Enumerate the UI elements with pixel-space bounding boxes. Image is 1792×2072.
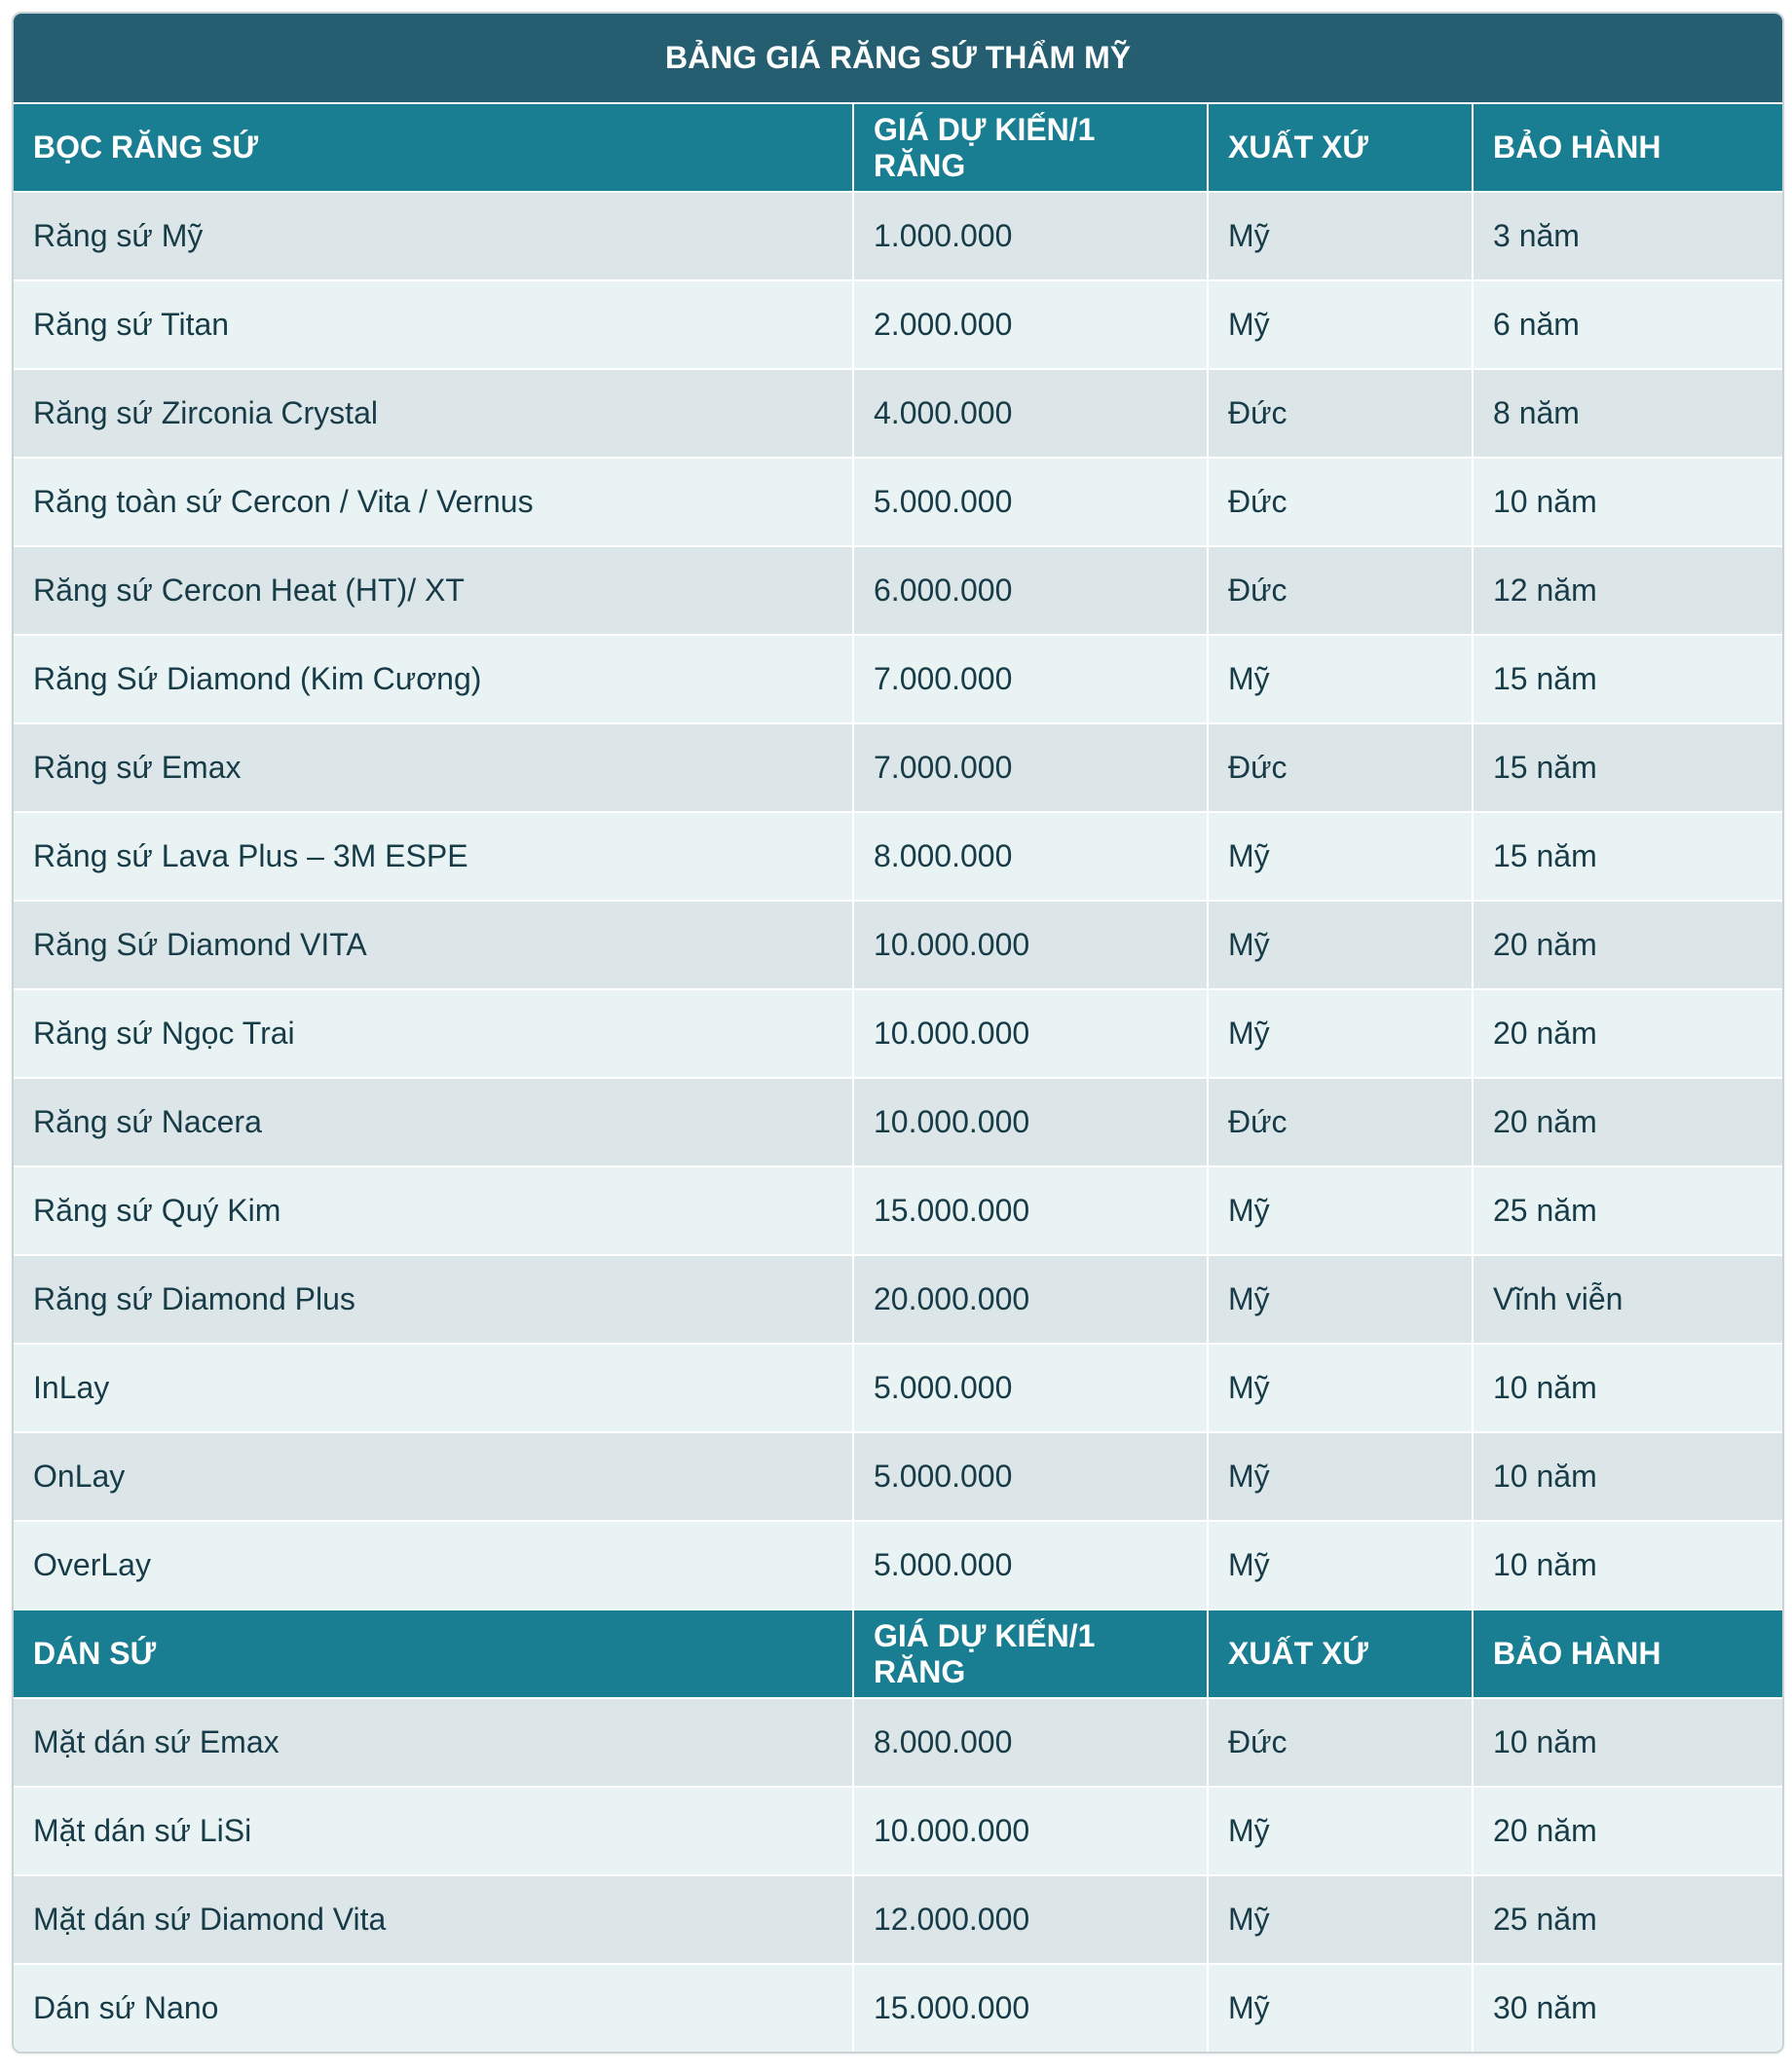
warranty-cell: 6 năm	[1473, 280, 1782, 369]
warranty-cell: 10 năm	[1473, 1432, 1782, 1521]
origin-cell: Đức	[1208, 546, 1473, 635]
price-cell: 8.000.000	[853, 812, 1208, 901]
price-cell: 5.000.000	[853, 458, 1208, 546]
origin-cell: Mỹ	[1208, 1964, 1473, 2052]
column-header-warranty: BẢO HÀNH	[1473, 103, 1782, 192]
origin-cell: Mỹ	[1208, 280, 1473, 369]
origin-cell: Mỹ	[1208, 1255, 1473, 1344]
service-name-cell: Răng Sứ Diamond VITA	[14, 901, 853, 989]
warranty-cell: 20 năm	[1473, 989, 1782, 1078]
origin-cell: Đức	[1208, 458, 1473, 546]
price-cell: 10.000.000	[853, 989, 1208, 1078]
section-header-row	[14, 1610, 1782, 1698]
price-cell: 5.000.000	[853, 1521, 1208, 1610]
origin-cell: Đức	[1208, 1078, 1473, 1166]
section-header-row	[14, 103, 1782, 192]
price-table-container	[12, 12, 1784, 2054]
origin-cell: Mỹ	[1208, 989, 1473, 1078]
price-table	[14, 14, 1782, 2052]
warranty-cell: 20 năm	[1473, 1787, 1782, 1875]
origin-cell: Mỹ	[1208, 1787, 1473, 1875]
origin-cell: Mỹ	[1208, 1521, 1473, 1610]
service-name-cell: Răng sứ Mỹ	[14, 192, 853, 280]
price-cell: 10.000.000	[853, 1078, 1208, 1166]
warranty-cell: 20 năm	[1473, 1078, 1782, 1166]
price-cell: 10.000.000	[853, 901, 1208, 989]
column-header-origin: XUẤT XỨ	[1208, 103, 1473, 192]
warranty-cell: 3 năm	[1473, 192, 1782, 280]
table-row	[14, 1698, 1782, 1787]
price-cell: 7.000.000	[853, 723, 1208, 812]
table-row	[14, 280, 1782, 369]
service-name-cell: Răng sứ Quý Kim	[14, 1166, 853, 1255]
price-cell: 8.000.000	[853, 1698, 1208, 1787]
table-row	[14, 812, 1782, 901]
table-row	[14, 723, 1782, 812]
table-title: BẢNG GIÁ RĂNG SỨ THẨM MỸ	[14, 14, 1782, 103]
table-row	[14, 369, 1782, 458]
column-header-service: DÁN SỨ	[14, 1610, 853, 1698]
table-row	[14, 1344, 1782, 1432]
warranty-cell: 15 năm	[1473, 812, 1782, 901]
column-header-origin: XUẤT XỨ	[1208, 1610, 1473, 1698]
origin-cell: Mỹ	[1208, 1166, 1473, 1255]
table-row	[14, 989, 1782, 1078]
warranty-cell: 10 năm	[1473, 1521, 1782, 1610]
origin-cell: Mỹ	[1208, 192, 1473, 280]
price-cell: 10.000.000	[853, 1787, 1208, 1875]
service-name-cell: Răng sứ Lava Plus – 3M ESPE	[14, 812, 853, 901]
column-header-service: BỌC RĂNG SỨ	[14, 103, 853, 192]
table-row	[14, 458, 1782, 546]
price-cell: 6.000.000	[853, 546, 1208, 635]
origin-cell: Đức	[1208, 1698, 1473, 1787]
price-cell: 15.000.000	[853, 1166, 1208, 1255]
service-name-cell: Răng toàn sứ Cercon / Vita / Vernus	[14, 458, 853, 546]
warranty-cell: 20 năm	[1473, 901, 1782, 989]
table-row	[14, 1166, 1782, 1255]
origin-cell: Mỹ	[1208, 1875, 1473, 1964]
column-header-warranty: BẢO HÀNH	[1473, 1610, 1782, 1698]
warranty-cell: 15 năm	[1473, 635, 1782, 723]
service-name-cell: InLay	[14, 1344, 853, 1432]
price-cell: 15.000.000	[853, 1964, 1208, 2052]
warranty-cell: 10 năm	[1473, 1698, 1782, 1787]
table-row	[14, 192, 1782, 280]
service-name-cell: Răng sứ Titan	[14, 280, 853, 369]
table-body	[14, 103, 1782, 2052]
price-cell: 5.000.000	[853, 1344, 1208, 1432]
table-row	[14, 1255, 1782, 1344]
warranty-cell: 12 năm	[1473, 546, 1782, 635]
service-name-cell: Mặt dán sứ Diamond Vita	[14, 1875, 853, 1964]
service-name-cell: OnLay	[14, 1432, 853, 1521]
price-cell: 20.000.000	[853, 1255, 1208, 1344]
table-row	[14, 1078, 1782, 1166]
origin-cell: Mỹ	[1208, 901, 1473, 989]
warranty-cell: 15 năm	[1473, 723, 1782, 812]
origin-cell: Đức	[1208, 723, 1473, 812]
origin-cell: Đức	[1208, 369, 1473, 458]
service-name-cell: Mặt dán sứ Emax	[14, 1698, 853, 1787]
price-cell: 7.000.000	[853, 635, 1208, 723]
service-name-cell: Mặt dán sứ LiSi	[14, 1787, 853, 1875]
origin-cell: Mỹ	[1208, 1344, 1473, 1432]
warranty-cell: Vĩnh viễn	[1473, 1255, 1782, 1344]
origin-cell: Mỹ	[1208, 1432, 1473, 1521]
warranty-cell: 25 năm	[1473, 1875, 1782, 1964]
service-name-cell: Răng sứ Nacera	[14, 1078, 853, 1166]
table-row	[14, 1432, 1782, 1521]
service-name-cell: Răng sứ Diamond Plus	[14, 1255, 853, 1344]
price-cell: 2.000.000	[853, 280, 1208, 369]
service-name-cell: Răng sứ Cercon Heat (HT)/ XT	[14, 546, 853, 635]
price-cell: 1.000.000	[853, 192, 1208, 280]
service-name-cell: Răng sứ Emax	[14, 723, 853, 812]
table-row	[14, 1964, 1782, 2052]
warranty-cell: 8 năm	[1473, 369, 1782, 458]
table-row	[14, 901, 1782, 989]
service-name-cell: Dán sứ Nano	[14, 1964, 853, 2052]
warranty-cell: 25 năm	[1473, 1166, 1782, 1255]
service-name-cell: Răng sứ Ngọc Trai	[14, 989, 853, 1078]
warranty-cell: 10 năm	[1473, 1344, 1782, 1432]
warranty-cell: 10 năm	[1473, 458, 1782, 546]
table-row	[14, 1521, 1782, 1610]
service-name-cell: OverLay	[14, 1521, 853, 1610]
origin-cell: Mỹ	[1208, 635, 1473, 723]
service-name-cell: Răng Sứ Diamond (Kim Cương)	[14, 635, 853, 723]
price-cell: 5.000.000	[853, 1432, 1208, 1521]
column-header-price: GIÁ DỰ KIẾN/1 RĂNG	[853, 103, 1208, 192]
column-header-price: GIÁ DỰ KIẾN/1 RĂNG	[853, 1610, 1208, 1698]
origin-cell: Mỹ	[1208, 812, 1473, 901]
table-row	[14, 1787, 1782, 1875]
price-cell: 12.000.000	[853, 1875, 1208, 1964]
service-name-cell: Răng sứ Zirconia Crystal	[14, 369, 853, 458]
price-cell: 4.000.000	[853, 369, 1208, 458]
table-row	[14, 1875, 1782, 1964]
table-row	[14, 546, 1782, 635]
table-row	[14, 635, 1782, 723]
warranty-cell: 30 năm	[1473, 1964, 1782, 2052]
